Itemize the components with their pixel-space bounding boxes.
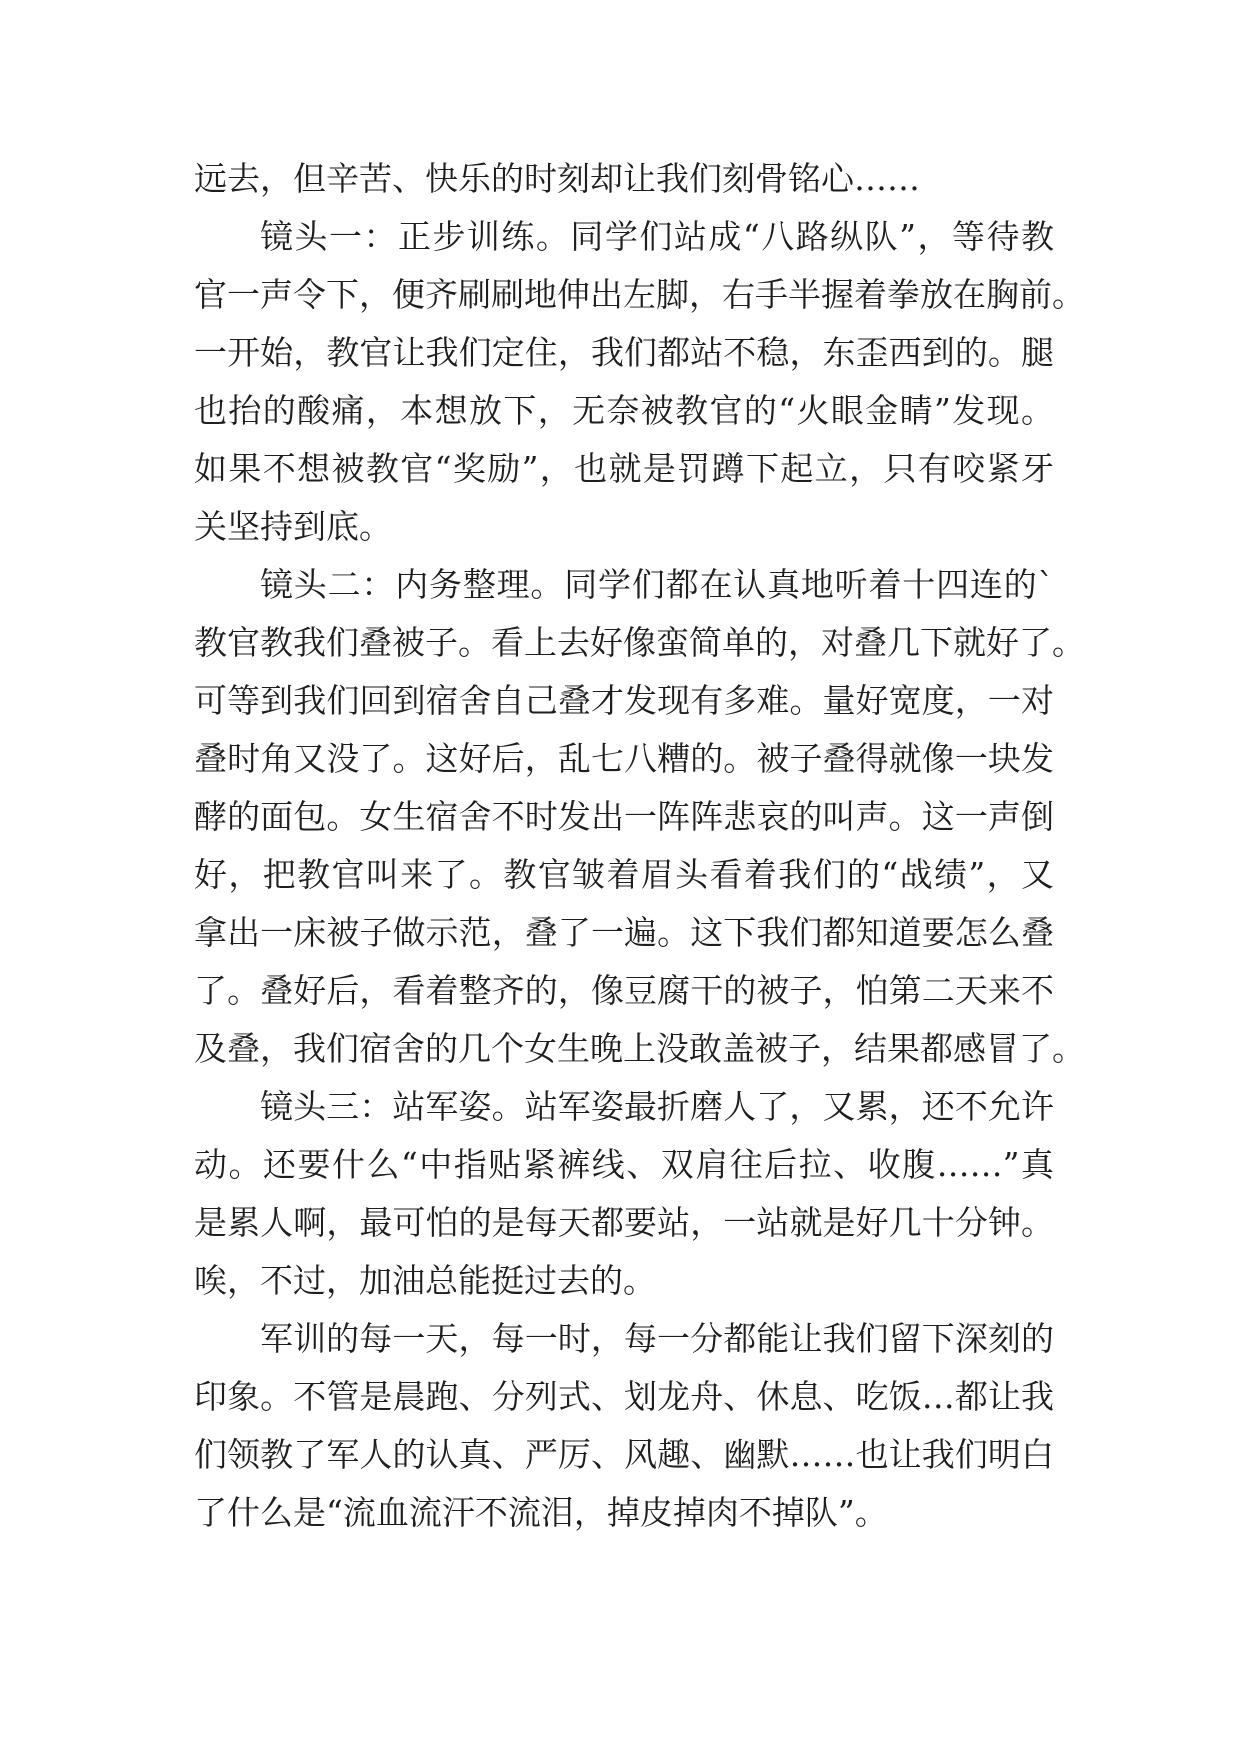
text-line: 如果不想被教官“奖励”，也就是罚蹲下起立，只有咬紧牙 — [194, 449, 1054, 488]
text-line: 叠时角又没了。这好后，乱七八糟的。被子叠得就像一块发 — [194, 739, 1054, 778]
text-line: 远去，但辛苦、快乐的时刻却让我们刻骨铭心…… — [194, 159, 920, 198]
text-line: 好，把教官叫来了。教官皱着眉头看着我们的“战绩”，又 — [194, 855, 1054, 894]
text-line: 动。还要什么“中指贴紧裤线、双肩往后拉、收腹……”真 — [194, 1145, 1054, 1184]
text-line: 及叠，我们宿舍的几个女生晚上没敢盖被子，结果都感冒了。 — [194, 1029, 1085, 1068]
document-body — [194, 150, 1085, 1542]
text-line: 教官教我们叠被子。看上去好像蛮简单的，对叠几下就好了。 — [194, 623, 1085, 662]
text-line: 是累人啊，最可怕的是每天都要站，一站就是好几十分钟。 — [194, 1203, 1054, 1242]
text-line: 们领教了军人的认真、严厉、风趣、幽默……也让我们明白 — [194, 1435, 1054, 1474]
text-line: 关坚持到底。 — [194, 507, 392, 546]
text-line: 一开始，教官让我们定住，我们都站不稳，东歪西到的。腿 — [194, 333, 1054, 372]
text-line: 军训的每一天，每一时，每一分都能让我们留下深刻的 — [260, 1319, 1054, 1358]
text-line: 官一声令下，便齐刷刷地伸出左脚，右手半握着拳放在胸前。 — [194, 275, 1085, 314]
text-line: 镜头三：站军姿。站军姿最折磨人了，又累，还不允许 — [260, 1087, 1054, 1126]
text-line: 拿出一床被子做示范，叠了一遍。这下我们都知道要怎么叠 — [194, 913, 1054, 952]
text-line: 酵的面包。女生宿舍不时发出一阵阵悲哀的叫声。这一声倒 — [194, 797, 1054, 836]
text-line: 镜头二：内务整理。同学们都在认真地听着十四连的` — [260, 565, 1054, 604]
text-line: 了什么是“流血流汗不流泪，掉皮掉肉不掉队”。 — [194, 1493, 888, 1532]
text-line: 了。叠好后，看着整齐的，像豆腐干的被子，怕第二天来不 — [194, 971, 1054, 1010]
text-line: 唉，不过，加油总能挺过去的。 — [194, 1261, 656, 1300]
text-line: 也抬的酸痛，本想放下，无奈被教官的“火眼金睛”发现。 — [194, 391, 1054, 430]
text-line: 可等到我们回到宿舍自己叠才发现有多难。量好宽度，一对 — [194, 681, 1054, 720]
text-line: 印象。不管是晨跑、分列式、划龙舟、休息、吃饭…都让我 — [194, 1377, 1054, 1416]
text-line: 镜头一：正步训练。同学们站成“八路纵队”，等待教 — [260, 217, 1054, 256]
